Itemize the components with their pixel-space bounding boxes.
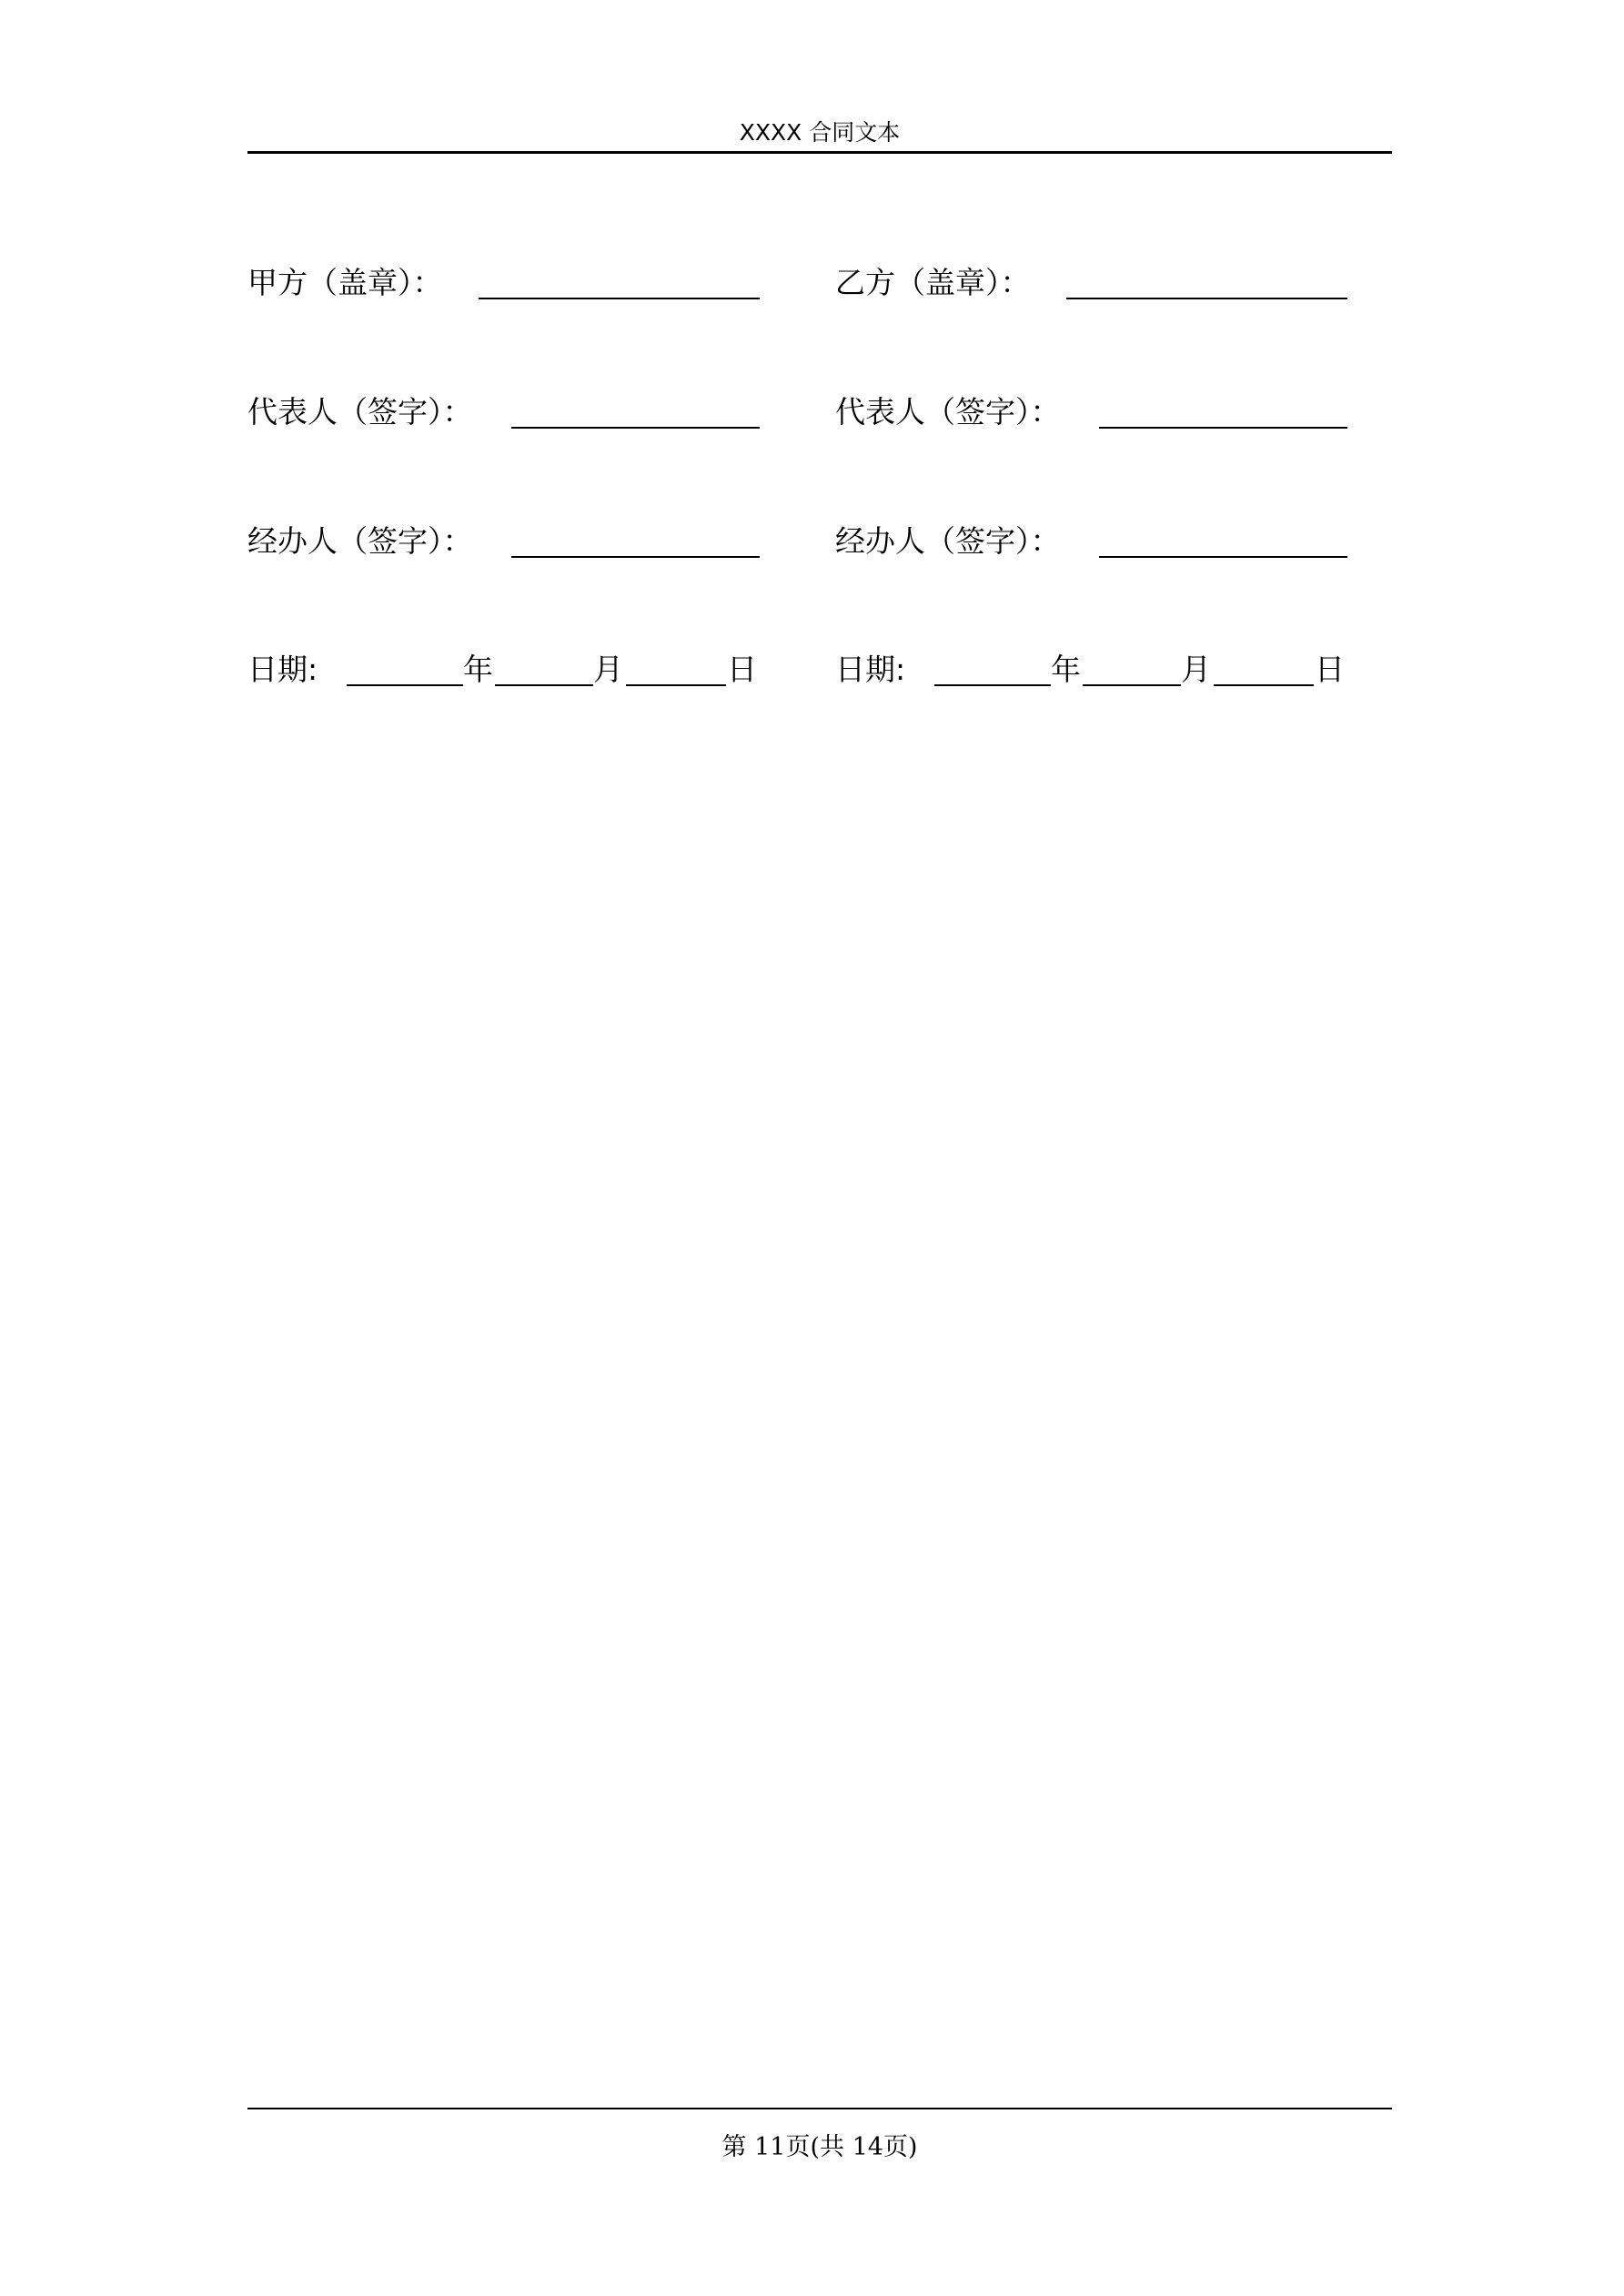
party-a-date-row <box>247 647 762 693</box>
party-b-month-label: 月 <box>1181 652 1211 687</box>
party-b-date-label: 日期: <box>835 652 906 687</box>
party-a-representative-row <box>247 389 762 435</box>
party-a-month-label: 月 <box>593 652 623 687</box>
party-b-year-line[interactable] <box>934 684 1051 686</box>
party-b-date-row <box>835 647 1349 693</box>
party-b-day-label: 日 <box>1315 652 1345 687</box>
party-b-seal-line[interactable] <box>1066 298 1347 299</box>
party-a-year-line[interactable] <box>347 684 463 686</box>
party-b-representative-row <box>835 389 1349 435</box>
party-a-representative-line[interactable] <box>511 427 760 429</box>
footer-divider <box>247 2108 1392 2109</box>
party-b-representative-label: 代表人（签字）： <box>835 394 1061 430</box>
party-a-day-label: 日 <box>727 652 757 687</box>
party-a-seal-label: 甲方（盖章）： <box>247 265 443 300</box>
party-b-handler-row <box>835 519 1349 564</box>
party-a-seal-row <box>247 260 762 306</box>
party-b-handler-label: 经办人（签字）： <box>835 523 1061 559</box>
party-a-handler-line[interactable] <box>511 556 760 558</box>
page-indicator: 第 11页(共 14页) <box>721 2133 918 2161</box>
party-b-year-label: 年 <box>1051 652 1081 687</box>
party-a-day-line[interactable] <box>626 684 726 686</box>
party-a-representative-label: 代表人（签字）： <box>247 394 473 430</box>
party-b-month-line[interactable] <box>1083 684 1181 686</box>
party-a-month-line[interactable] <box>495 684 593 686</box>
party-b-seal-label: 乙方（盖章）： <box>835 265 1031 300</box>
party-b-representative-line[interactable] <box>1099 427 1347 429</box>
party-a-handler-label: 经办人（签字）： <box>247 523 473 559</box>
party-a-year-label: 年 <box>463 652 493 687</box>
party-a-handler-row <box>247 519 762 564</box>
page-header-title: XXXX 合同文本 <box>739 119 901 146</box>
party-b-seal-row <box>835 260 1349 306</box>
party-a-date-label: 日期: <box>247 652 318 687</box>
party-b-handler-line[interactable] <box>1099 556 1347 558</box>
party-b-day-line[interactable] <box>1214 684 1314 686</box>
party-a-seal-line[interactable] <box>479 298 760 299</box>
header-divider <box>247 151 1392 154</box>
